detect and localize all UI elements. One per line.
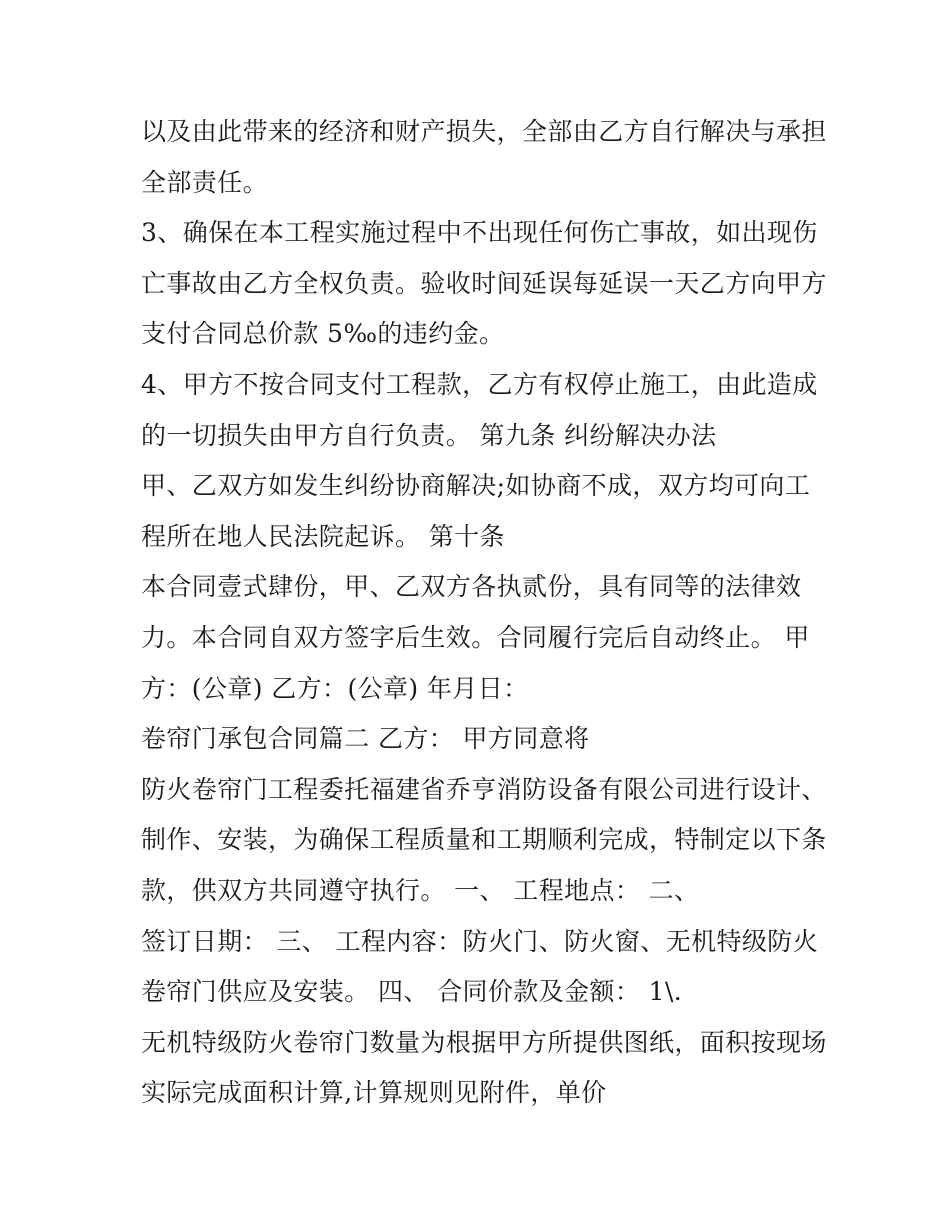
text-line: 的一切损失由甲方自行负责。 第九条 纠纷解决办法 (141, 420, 717, 450)
text-line: 本合同壹式肆份，甲、乙双方各执贰份，具有同等的法律效 (141, 572, 802, 602)
text-line: 全部责任。 (141, 167, 269, 197)
text-line: 甲、乙双方如发生纠纷协商解决;如协商不成，双方均可向工 (141, 471, 811, 501)
text-line: 支付合同总价款 5‰的违约金。 (141, 319, 505, 349)
text-line: 无机特级防火卷帘门数量为根据甲方所提供图纸，面积按现场 (141, 1027, 827, 1057)
text-line: 卷帘门承包合同篇二 乙方： 甲方同意将 (141, 724, 590, 754)
text-line: 以及由此带来的经济和财产损失，全部由乙方自行解决与承担 (141, 117, 827, 146)
text-line: 签订日期： 三、 工程内容：防火门、防火窗、无机特级防火 (141, 926, 819, 956)
text-line: 实际完成面积计算,计算规则见附件，单价 (141, 1078, 607, 1108)
text-line: 亡事故由乙方全权负责。验收时间延误每延误一天乙方向甲方 (141, 268, 827, 298)
text-line: 力。本合同自双方签字后生效。合同履行完后自动终止。 甲 (141, 622, 810, 652)
text-line: 卷帘门供应及安装。 四、 合同价款及金额： 1\. (141, 977, 683, 1007)
text-line: 制作、安装，为确保工程质量和工期顺利完成，特制定以下条 (141, 825, 827, 855)
text-line: 款，供双方共同遵守执行。 一、 工程地点： 二、 (141, 875, 700, 905)
text-line: 4、甲方不按合同支付工程款，乙方有权停止施工，由此造成 (141, 369, 818, 399)
text-line: 方：(公章) 乙方：(公章) 年月日： (141, 673, 529, 703)
contract-text (141, 107, 831, 1119)
text-line: 防火卷帘门工程委托福建省乔亨消防设备有限公司进行设计、 (141, 774, 827, 804)
text-line: 程所在地人民法院起诉。 第十条 (141, 521, 505, 551)
text-line: 3、确保在本工程实施过程中不出现任何伤亡事故，如出现伤 (141, 218, 818, 248)
